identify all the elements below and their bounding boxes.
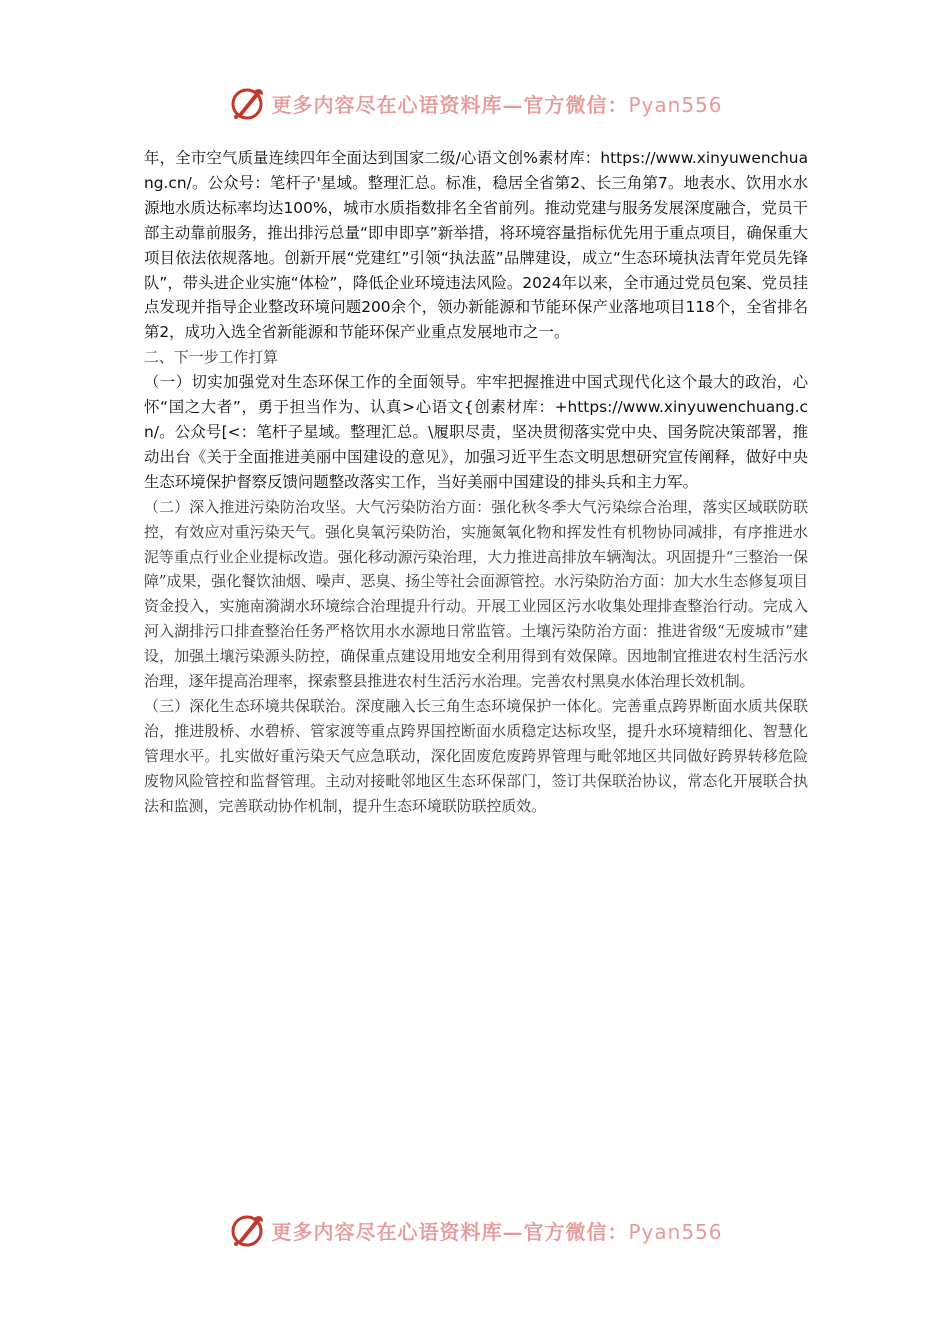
footer-banner-text xyxy=(271,1216,722,1245)
section-heading-next-steps: 二、下一步工作打算 xyxy=(144,348,279,367)
paragraph-achievements: 年，全市空气质量连续四年全面达到国家二级/心语文创%素材库：https://www.xinyuwenchuang.cn/。公众号：笔杆子'星域。整理汇总。标准，稳居全省第2、长三角第7。地表水、饮用水水源地水质达标率均达100%，城市水质指数排名全省前列。推动党建与服务发展深度融合，党员干部主动靠前服务，推出排污总量“即申即享”新举措，将环境容量指标优先用于重点项目，确保重大项目依法依规落地。创新开展“党建红”引领“执法蓝”品牌建设，成立“生态环境执法青年党员先锋队”，带头进企业实施“体检”，降低企业环境违法风险。2024年以来，全市通过党员包案、党员挂点发现并指导企业整改环境问题200余个，领办新能源和节能环保产业落地项目118个，全省排名第2，成功入选全省新能源和节能环保产业重点发展地市之一。 xyxy=(144,149,808,342)
header-banner-wechat: Pyan556 xyxy=(628,92,723,117)
footer-banner-label: 更多内容尽在心语资料库—官方微信： xyxy=(271,1219,629,1244)
header-banner-text xyxy=(271,89,722,118)
header-banner xyxy=(0,81,950,125)
paragraph-pollution-control: （二）深入推进污染防治攻坚。大气污染防治方面：强化秋冬季大气污染综合治理，落实区域联防联控，有效应对重污染天气。强化臭氧污染防治，实施氮氧化物和挥发性有机物协同减排，有序推进水泥等重点行业企业提标改造。强化移动源污染治理，大力推进高排放车辆淘汰。巩固提升“三整治一保障”成果，强化餐饮油烟、噪声、恶臭、扬尘等社会面源管控。水污染防治方面：加大水生态修复项目资金投入，实施南漪湖水环境综合治理提升行动。开展工业园区污水收集处理排查整治行动。完成入河入湖排污口排查整治任务严格饮用水水源地日常监管。土壤污染防治方面：推进省级“无废城市”建设，加强土壤污染源头防控，确保重点建设用地安全利用得到有效保障。因地制宜推进农村生活污水治理，逐年提高治理率，探索整县推进农村生活污水治理。完善农村黑臭水体治理长效机制。 xyxy=(144,497,808,691)
footer-banner xyxy=(0,1208,950,1252)
paragraph-party-leadership: （一）切实加强党对生态环保工作的全面领导。牢牢把握推进中国式现代化这个最大的政治，心怀“国之大者”，勇于担当作为、认真>心语文{创素材库：+https://www.xinyuwenchuang.cn/。公众号[<：笔杆子星域。整理汇总。\履职尽责，坚决贯彻落实党中央、国务院决策部署，推动出台《关于全面推进美丽中国建设的意见》，加强习近平生态文明思想研究宣传阐释，做好中央生态环境保护督察反馈问题整改落实工作，当好美丽中国建设的排头兵和主力军。 xyxy=(144,373,808,491)
header-banner-label: 更多内容尽在心语资料库—官方微信： xyxy=(271,92,629,117)
document-body xyxy=(144,146,808,818)
paragraph-joint-governance: （三）深化生态环境共保联治。深度融入长三角生态环境保护一体化。完善重点跨界断面水质共保联治，推进殷桥、水碧桥、管家渡等重点跨界国控断面水质稳定达标攻坚，提升水环境精细化、智慧化管理水平。扎实做好重污染天气应急联动，深化固废危废跨界管理与毗邻地区共同做好跨界转移危险废物风险管控和监督管理。主动对接毗邻地区生态环保部门，签订共保联治协议，常态化开展联合执法和监测，完善联动协作机制，提升生态环境联防联控质效。 xyxy=(144,696,808,815)
quill-pen-logo-icon xyxy=(227,1210,267,1250)
footer-banner-wechat: Pyan556 xyxy=(628,1219,723,1244)
quill-pen-logo-icon xyxy=(227,83,267,123)
